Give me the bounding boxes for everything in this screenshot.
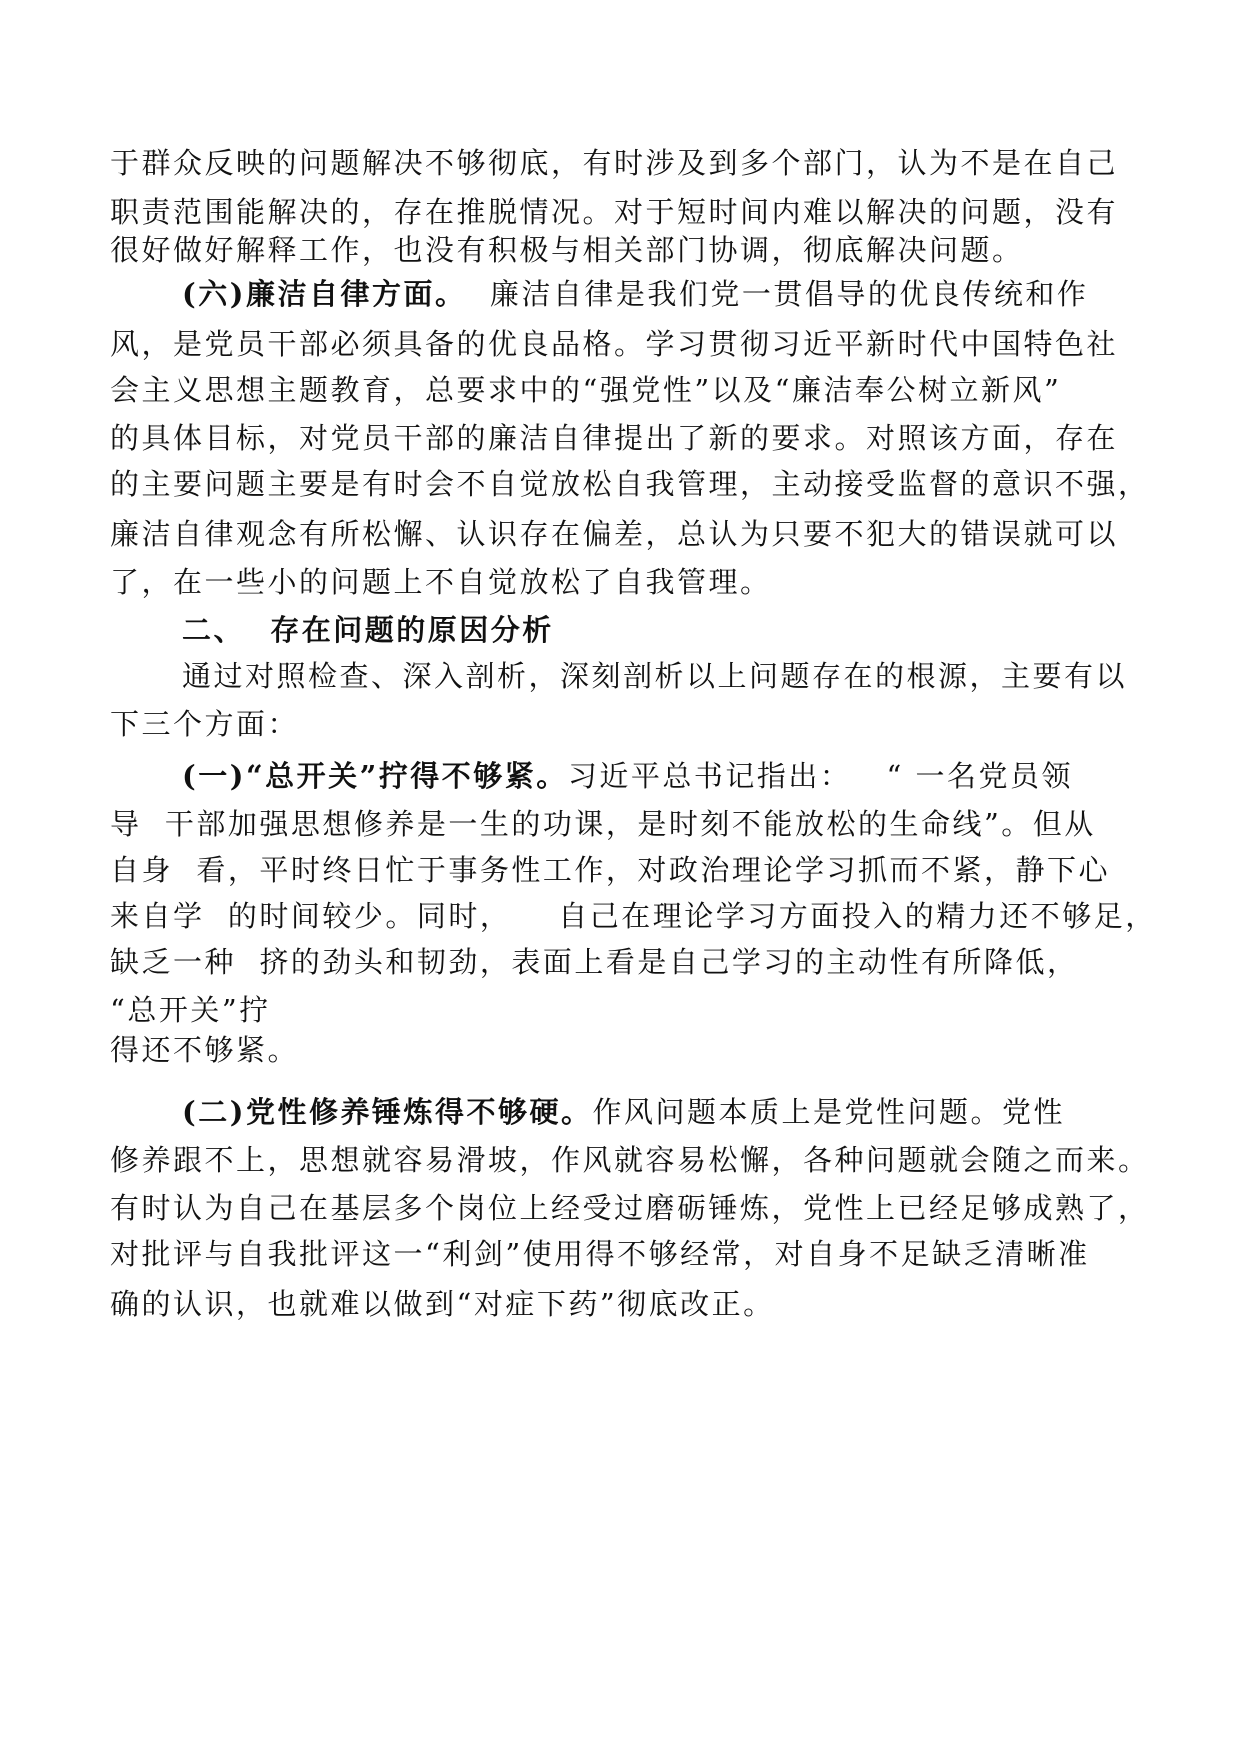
body-line: 风，是党员干部必须具备的优良品格。学习贯彻习近平新时代中国特色社 xyxy=(110,327,1119,361)
body-line: 得还不够紧。 xyxy=(110,1033,300,1067)
body-line: “总开关”拧 xyxy=(110,993,271,1027)
body-line: 于群众反映的问题解决不够彻底，有时涉及到多个部门，认为不是在自己 xyxy=(110,146,1119,180)
body-line: 导 干部加强思想修养是一生的功课，是时刻不能放松的生命线”。但从 xyxy=(110,807,1096,841)
body-line: 通过对照检查、深入剖析，深刻剖析以上问题存在的根源，主要有以 xyxy=(182,659,1128,693)
item-one-text: 习近平总书记指出： “ 一名党员领 xyxy=(567,759,1074,793)
body-line: 职责范围能解决的，存在推脱情况。对于短时间内难以解决的问题，没有 xyxy=(110,195,1119,229)
body-line: 廉洁自律观念有所松懈、认识存在偏差，总认为只要不犯大的错误就可以 xyxy=(110,517,1119,551)
body-line: 缺乏一种 挤的劲头和韧劲，表面上看是自己学习的主动性有所降低， xyxy=(110,945,1079,979)
body-line: 对批评与自我批评这一“利剑”使用得不够经常，对自身不足缺乏清晰准 xyxy=(110,1237,1090,1271)
body-line: 会主义思想主题教育，总要求中的“强党性”以及“廉洁奉公树立新风” xyxy=(110,373,1062,407)
item-two-first-line xyxy=(182,1094,1065,1130)
body-line: 的具体目标，对党员干部的廉洁自律提出了新的要求。对照该方面，存在 xyxy=(110,421,1119,455)
paragraph-six-heading: (六)廉洁自律方面。 xyxy=(182,277,467,311)
body-line: 的主要问题主要是有时会不自觉放松自我管理，主动接受监督的意识不强， xyxy=(110,467,1150,501)
body-line: 修养跟不上，思想就容易滑坡，作风就容易松懈，各种问题就会随之而来。 xyxy=(110,1143,1150,1177)
paragraph-six-text: 廉洁自律是我们党一贯倡导的优良传统和作 xyxy=(466,277,1089,311)
item-two-heading: (二)党性修养锤炼得不够硬。 xyxy=(182,1095,593,1129)
item-one-first-line xyxy=(182,758,1073,794)
body-line: 有时认为自己在基层多个岗位上经受过磨砺锤炼，党性上已经足够成熟了， xyxy=(110,1191,1150,1225)
item-two-text: 作风问题本质上是党性问题。党性 xyxy=(592,1095,1065,1129)
body-line: 下三个方面： xyxy=(110,707,300,741)
body-line: 自身 看，平时终日忙于事务性工作，对政治理论学习抓而不紧，静下心 xyxy=(110,853,1110,887)
body-line: 确的认识，也就难以做到“对症下药”彻底改正。 xyxy=(110,1287,775,1321)
body-line: 来自学 的时间较少。同时， 自己在理论学习方面投入的精力还不够足， xyxy=(110,899,1157,933)
item-one-heading: (一)“总开关”拧得不够紧。 xyxy=(182,759,568,793)
body-line: 很好做好解释工作，也没有积极与相关部门协调，彻底解决问题。 xyxy=(110,233,1024,267)
section-heading: 二、 存在问题的原因分析 xyxy=(182,613,554,647)
body-line: 了，在一些小的问题上不自觉放松了自我管理。 xyxy=(110,565,772,599)
paragraph-six-first-line xyxy=(182,276,1088,312)
